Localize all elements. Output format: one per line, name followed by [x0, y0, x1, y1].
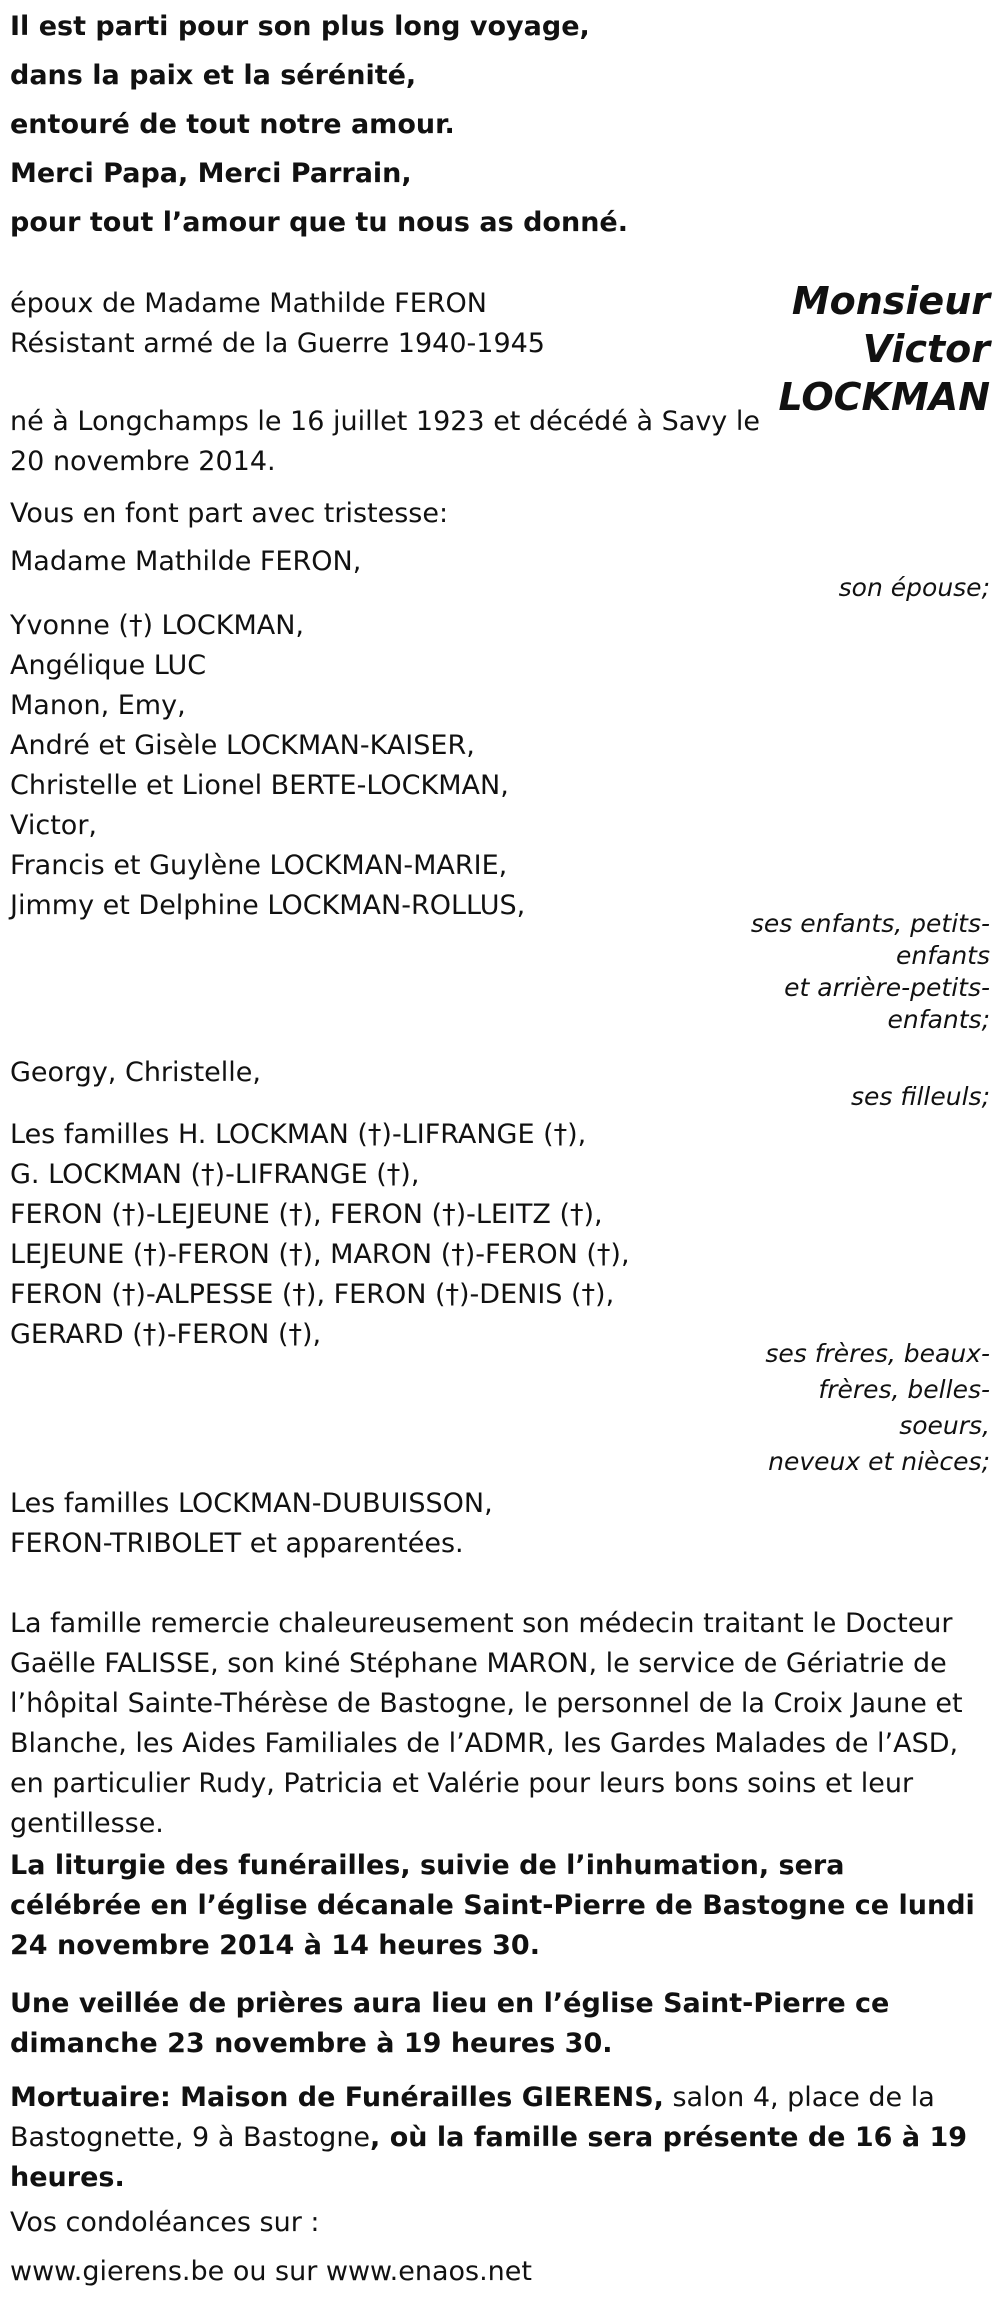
poem — [10, 2, 628, 247]
siblings-role — [765, 1336, 990, 1480]
family-name: LEJEUNE (†)-FERON (†), MARON (†)-FERON (†), — [10, 1239, 630, 1270]
role-line: soeurs, — [899, 1411, 990, 1440]
announcement — [10, 494, 448, 534]
family-name: Georgy, Christelle, — [10, 1057, 261, 1088]
vigil-paragraph: Une veillée de prières aura lieu en l’église Saint-Pierre ce dimanche 23 novembre à 19 heures 30. — [10, 1988, 890, 2059]
birth-death — [10, 402, 760, 482]
birth-death-line: 20 novembre 2014. — [10, 446, 276, 477]
family-name: FERON (†)-LEJEUNE (†), FERON (†)-LEITZ (†), — [10, 1199, 603, 1230]
announcement-text: Vous en font part avec tristesse: — [10, 498, 449, 529]
poem-line: dans la paix et la sérénité, — [10, 60, 417, 91]
mortuary-address: salon 4, place de la Bastognette, 9 à Bastogne — [10, 2082, 935, 2153]
children-block — [10, 606, 525, 926]
title-line: Victor — [862, 327, 990, 371]
spouse-role — [839, 568, 990, 608]
condolences-sites: www.gierens.be ou sur www.enaos.net — [10, 2256, 532, 2287]
family-name: Francis et Guylène LOCKMAN-MARIE, — [10, 850, 508, 881]
deceased-name-title — [778, 277, 990, 421]
poem-line: pour tout l’amour que tu nous as donné. — [10, 207, 628, 238]
godchildren-role — [851, 1077, 990, 1117]
children-role — [751, 908, 990, 1036]
deceased-info — [10, 284, 545, 364]
role-line: son épouse; — [838, 573, 990, 602]
family-name: Jimmy et Delphine LOCKMAN-ROLLUS, — [10, 890, 526, 921]
role-line: ses filleuls; — [850, 1082, 990, 1111]
family-name: Angélique LUC — [10, 650, 207, 681]
godchildren-block — [10, 1053, 261, 1093]
family-name: Madame Mathilde FERON, — [10, 546, 362, 577]
family-name: Yvonne (†) LOCKMAN, — [10, 610, 304, 641]
family-name: Christelle et Lionel BERTE-LOCKMAN, — [10, 770, 509, 801]
family-name: G. LOCKMAN (†)-LIFRANGE (†), — [10, 1159, 420, 1190]
spouse-line: époux de Madame Mathilde FERON — [10, 288, 487, 319]
resistance-line: Résistant armé de la Guerre 1940-1945 — [10, 328, 545, 359]
family-name: FERON-TRIBOLET et apparentées. — [10, 1528, 464, 1559]
mortuary-presence: , où la famille sera présente de 16 à 19 heures. — [10, 2122, 968, 2193]
role-line: et arrière-petits- — [784, 973, 990, 1002]
family-name: Manon, Emy, — [10, 690, 186, 721]
birth-death-line: né à Longchamps le 16 juillet 1923 et décédé à Savy le — [10, 406, 760, 437]
role-line: neveux et nièces; — [768, 1447, 990, 1476]
family-name: André et Gisèle LOCKMAN-KAISER, — [10, 730, 475, 761]
condolences — [10, 2198, 532, 2296]
family-name: FERON (†)-ALPESSE (†), FERON (†)-DENIS (†), — [10, 1279, 615, 1310]
family-name: Les familles LOCKMAN-DUBUISSON, — [10, 1488, 493, 1519]
role-line: ses enfants, petits- — [750, 909, 990, 938]
funeral-paragraph: La liturgie des funérailles, suivie de l’inhumation, sera célébrée en l’église décanale Saint-Pierre de Bastogne ce lundi 24 novembre 2014 à 14 heures 30. — [10, 1850, 975, 1961]
role-line: enfants — [895, 941, 990, 970]
other-families — [10, 1484, 493, 1564]
role-line: ses frères, beaux- — [765, 1339, 990, 1368]
condolences-label: Vos condoléances sur : — [10, 2207, 320, 2238]
mortuary-paragraph — [10, 2078, 980, 2198]
title-line: Monsieur — [791, 279, 990, 323]
spouse-block — [10, 542, 361, 582]
role-line: enfants; — [887, 1005, 990, 1034]
family-name: Les familles H. LOCKMAN (†)-LIFRANGE (†), — [10, 1119, 587, 1150]
thanks-paragraph: La famille remercie chaleureusement son médecin traitant le Docteur Gaëlle FALISSE, son kiné Stéphane MARON, le service de Gériatrie de l’hôpital Sainte-Thérèse de Bastogne, le personnel de la Croix Jaune et Blanche, les Aides Familiales de l’ADMR, les Gardes Malades de l’ASD, en particulier Rudy, Patricia et Valérie pour leurs bons soins et leur gentillesse. — [10, 1608, 963, 1839]
role-line: frères, belles- — [818, 1375, 990, 1404]
mortuary-label: Mortuaire: Maison de Funérailles GIERENS, — [10, 2082, 664, 2113]
title-line: LOCKMAN — [778, 375, 990, 419]
family-name: Victor, — [10, 810, 98, 841]
poem-line: Merci Papa, Merci Parrain, — [10, 158, 412, 189]
family-name: GERARD (†)-FERON (†), — [10, 1319, 322, 1350]
poem-line: entouré de tout notre amour. — [10, 109, 455, 140]
siblings-block — [10, 1115, 630, 1355]
poem-line: Il est parti pour son plus long voyage, — [10, 11, 590, 42]
